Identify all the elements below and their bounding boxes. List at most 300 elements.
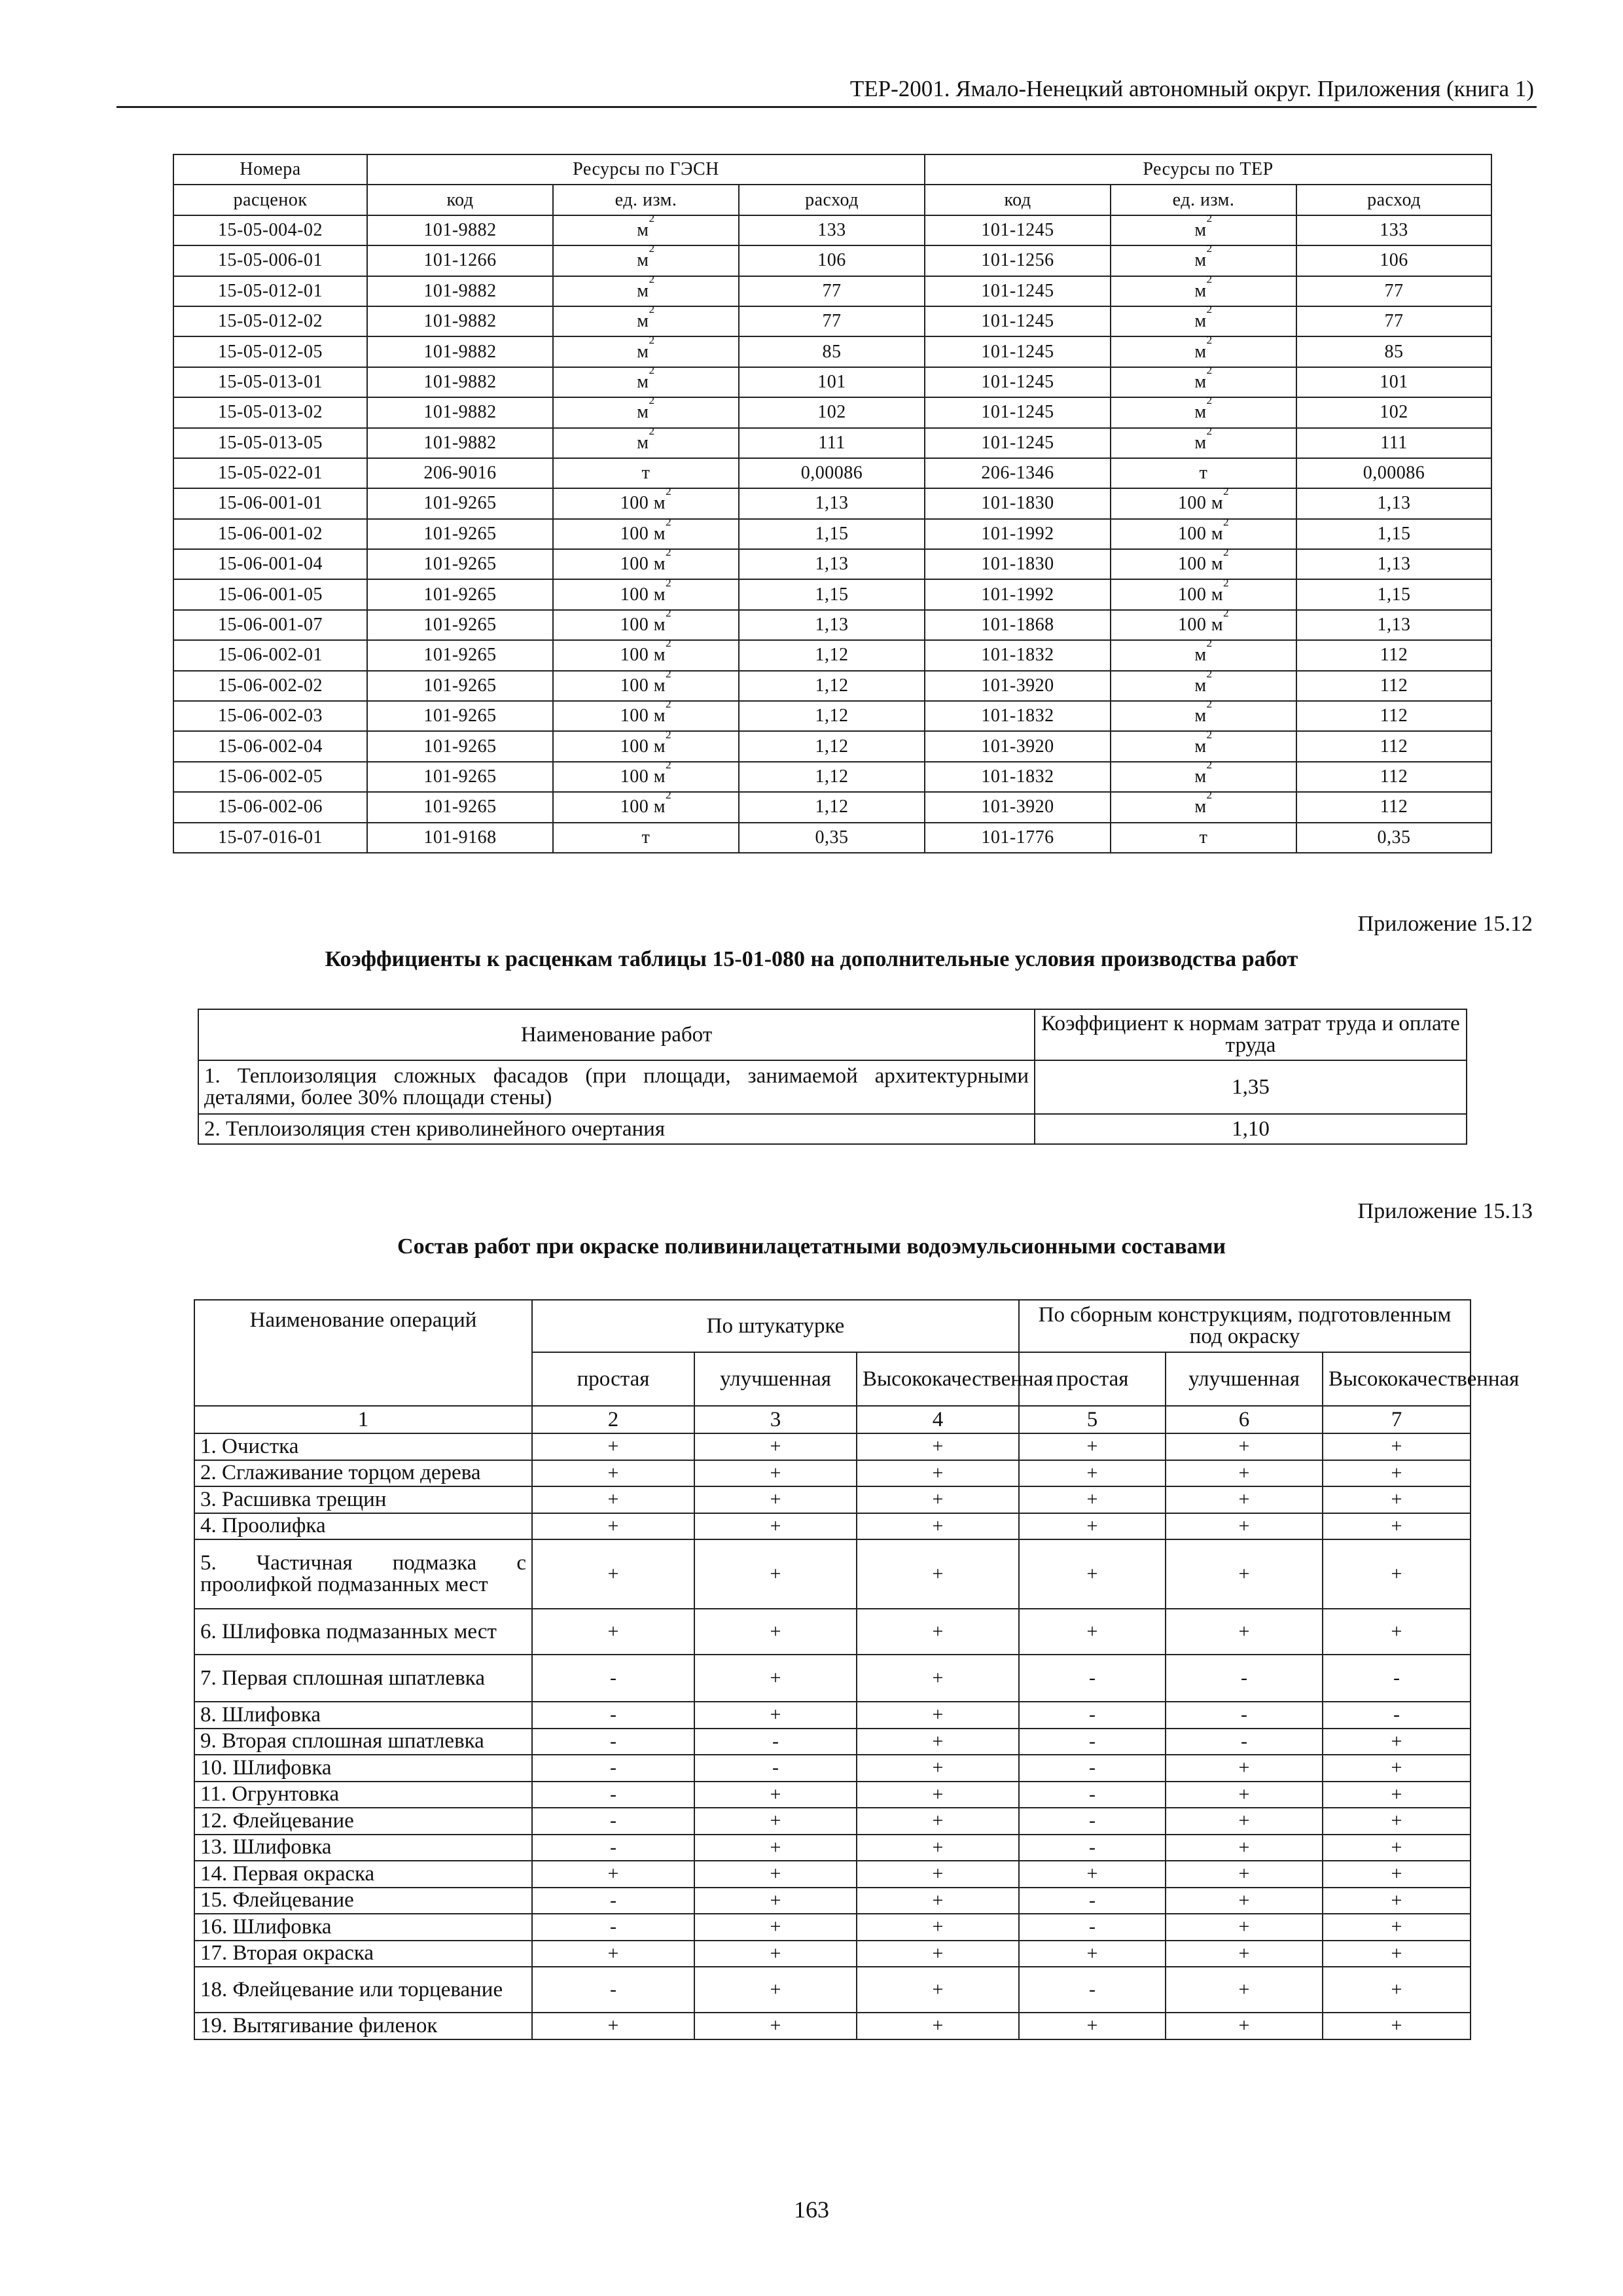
gesn-unit-cell (553, 667, 739, 701)
ter-qty-cell: 112 (1296, 762, 1491, 792)
table-row (173, 215, 1491, 245)
operation-mark-cell: + (1323, 1888, 1471, 1914)
unit-text: м (1194, 797, 1207, 817)
header-cell-operations: Наименование операций (194, 1300, 532, 1406)
operation-mark-cell: + (1323, 1835, 1471, 1861)
gesn-qty-cell: 133 (739, 215, 925, 245)
header-cell-simple: простая (1019, 1352, 1166, 1406)
header-cell-qty: расход (1296, 185, 1491, 215)
operation-mark-cell: - (532, 1755, 694, 1782)
operation-mark-cell: + (1019, 2013, 1166, 2039)
gesn-code-cell: 101-9882 (367, 276, 553, 306)
gesn-unit-cell (553, 485, 739, 518)
operation-mark-cell: + (1166, 1888, 1323, 1914)
gesn-qty-cell: 1,12 (739, 671, 925, 701)
gesn-unit-cell (553, 576, 739, 609)
operation-mark-cell: + (1323, 1513, 1471, 1540)
ter-unit-cell (1111, 698, 1296, 731)
operation-mark-cell: - (1019, 1835, 1166, 1861)
operation-mark-cell: - (532, 1808, 694, 1835)
table-row (173, 245, 1491, 276)
operation-mark-cell: + (1166, 1941, 1323, 1967)
ter-code-cell: 101-1256 (925, 245, 1111, 276)
gesn-qty-cell: 1,13 (739, 549, 925, 579)
gesn-unit-cell (553, 242, 739, 276)
gesn-qty-cell: 1,13 (739, 610, 925, 640)
unit-text: м (1194, 432, 1207, 453)
table-row (173, 671, 1491, 701)
ter-qty-cell: 77 (1296, 276, 1491, 306)
rate-number-cell: 15-05-012-05 (173, 336, 367, 367)
operation-name-cell: 18. Флейцевание или торцевание (194, 1967, 532, 2013)
operation-mark-cell: + (1323, 1755, 1471, 1782)
operation-name-cell: 6. Шлифовка подмазанных мест (194, 1609, 532, 1655)
operation-mark-cell: + (1166, 1914, 1323, 1941)
operations-table-body (194, 1433, 1471, 2039)
header-cell-unit: ед. изм. (1111, 185, 1296, 215)
gesn-code-cell: 101-9265 (367, 610, 553, 640)
unit-text: м (637, 341, 649, 362)
unit-exponent: 2 (1223, 607, 1230, 620)
header-cell-qty: расход (739, 185, 925, 215)
ter-unit-cell (1111, 394, 1296, 427)
operation-mark-cell: + (857, 1729, 1019, 1755)
operation-mark-cell: + (1166, 1460, 1323, 1487)
ter-unit-cell (1111, 607, 1296, 640)
ter-code-cell: 101-3920 (925, 671, 1111, 701)
table-row (194, 1486, 1471, 1513)
operation-mark-cell: + (857, 1655, 1019, 1702)
unit-text: м (1194, 645, 1207, 666)
operation-mark-cell: + (1019, 1539, 1166, 1609)
operation-mark-cell: + (1019, 1486, 1166, 1513)
operation-name-cell: 15. Флейцевание (194, 1888, 532, 1914)
operation-mark-cell: + (694, 1486, 857, 1513)
gesn-qty-cell: 106 (739, 245, 925, 276)
unit-exponent: 2 (666, 546, 672, 559)
table-row (194, 1835, 1471, 1861)
ter-code-cell: 101-1868 (925, 610, 1111, 640)
ter-unit-cell (1111, 424, 1296, 458)
ter-qty-cell: 1,13 (1296, 610, 1491, 640)
unit-text: т (1199, 463, 1208, 484)
unit-text: м (637, 432, 649, 453)
table-row (194, 1967, 1471, 2013)
operation-mark-cell: + (694, 1702, 857, 1729)
header-cell-improved: улучшенная (694, 1352, 857, 1406)
operation-mark-cell: + (694, 2013, 857, 2039)
header-cell-unit: ед. изм. (553, 185, 739, 215)
operation-mark-cell: - (532, 1655, 694, 1702)
ter-unit-cell (1111, 515, 1296, 549)
ter-unit-cell (1111, 728, 1296, 761)
gesn-code-cell: 101-9882 (367, 215, 553, 245)
rate-number-cell: 15-06-002-03 (173, 701, 367, 731)
operation-mark-cell: + (1323, 1460, 1471, 1487)
unit-exponent: 2 (666, 515, 672, 528)
operation-mark-cell: + (857, 1861, 1019, 1888)
unit-text: 100 м (620, 766, 666, 787)
ter-unit-cell (1111, 272, 1296, 306)
ter-qty-cell: 85 (1296, 336, 1491, 367)
operation-mark-cell: + (1019, 1861, 1166, 1888)
header-cell-improved: улучшенная (1166, 1352, 1323, 1406)
running-header-text: ТЕР-2001. Ямало-Ненецкий автономный округ. Приложения (книга 1) (849, 76, 1534, 101)
operation-mark-cell: + (532, 2013, 694, 2039)
unit-text: 100 м (620, 797, 666, 817)
ter-code-cell: 101-1245 (925, 276, 1111, 306)
unit-exponent: 2 (649, 211, 655, 224)
gesn-code-cell: 206-9016 (367, 458, 553, 488)
operation-name-cell: 16. Шлифовка (194, 1914, 532, 1941)
gesn-unit-cell (553, 458, 739, 488)
operation-mark-cell: - (1166, 1729, 1323, 1755)
operation-mark-cell: - (1323, 1655, 1471, 1702)
gesn-unit-cell (553, 333, 739, 367)
operation-mark-cell: + (1166, 1808, 1323, 1835)
unit-text: 100 м (620, 493, 666, 514)
unit-exponent: 2 (666, 576, 672, 589)
operation-mark-cell: + (857, 1835, 1019, 1861)
unit-exponent: 2 (1206, 303, 1213, 316)
ter-qty-cell: 133 (1296, 215, 1491, 245)
rate-number-cell: 15-06-002-05 (173, 762, 367, 792)
unit-exponent: 2 (649, 303, 655, 316)
header-cell-high-quality: Высококачественная (1323, 1352, 1471, 1406)
gesn-qty-cell: 1,13 (739, 488, 925, 518)
unit-text: м (1194, 371, 1207, 392)
rate-number-cell: 15-05-013-02 (173, 397, 367, 427)
ter-code-cell: 101-1832 (925, 762, 1111, 792)
operation-mark-cell: - (694, 1729, 857, 1755)
table-row (194, 1941, 1471, 1967)
gesn-code-cell: 101-9882 (367, 336, 553, 367)
operation-mark-cell: + (857, 1808, 1019, 1835)
ter-unit-cell (1111, 211, 1296, 245)
operation-name-cell: 3. Расшивка трещин (194, 1486, 532, 1513)
rate-number-cell: 15-06-001-05 (173, 579, 367, 609)
operation-mark-cell: + (1166, 1782, 1323, 1808)
operation-mark-cell: + (857, 1486, 1019, 1513)
operation-mark-cell: + (532, 1486, 694, 1513)
gesn-qty-cell: 0,35 (739, 823, 925, 853)
operation-mark-cell: + (1323, 1539, 1471, 1609)
unit-text: м (1194, 341, 1207, 362)
unit-exponent: 2 (1206, 394, 1213, 407)
ter-qty-cell: 112 (1296, 671, 1491, 701)
unit-text: м (637, 402, 649, 423)
header-cell-simple: простая (532, 1352, 694, 1406)
operation-mark-cell: + (1166, 1513, 1323, 1540)
operation-mark-cell: + (1323, 1941, 1471, 1967)
unit-exponent: 2 (1206, 698, 1213, 711)
unit-text: 100 м (1177, 584, 1224, 605)
operation-mark-cell: - (532, 1702, 694, 1729)
operation-mark-cell: + (532, 1433, 694, 1460)
unit-text: т (1199, 827, 1208, 848)
operation-mark-cell: - (1019, 1888, 1166, 1914)
operation-name-cell: 19. Вытягивание филенок (194, 2013, 532, 2039)
operation-mark-cell: - (1019, 1729, 1166, 1755)
unit-text: т (641, 463, 651, 484)
gesn-unit-cell (553, 394, 739, 427)
gesn-code-cell: 101-9265 (367, 640, 553, 670)
table-row (173, 579, 1491, 609)
operation-mark-cell: + (857, 1888, 1019, 1914)
rate-number-cell: 15-05-013-05 (173, 428, 367, 458)
header-cell-number: Номера (173, 154, 367, 185)
rate-number-cell: 15-05-013-01 (173, 367, 367, 397)
gesn-qty-cell: 1,12 (739, 731, 925, 761)
operation-mark-cell: - (1019, 1782, 1166, 1808)
operation-mark-cell: + (1323, 1808, 1471, 1835)
operation-mark-cell: + (1166, 1835, 1323, 1861)
operation-name-cell: 4. Проолифка (194, 1513, 532, 1540)
operation-mark-cell: + (1019, 1609, 1166, 1655)
ter-qty-cell: 111 (1296, 428, 1491, 458)
ter-qty-cell: 106 (1296, 245, 1491, 276)
operation-mark-cell: + (857, 1755, 1019, 1782)
operation-mark-cell: - (532, 1835, 694, 1861)
ter-code-cell: 101-1830 (925, 488, 1111, 518)
operation-name-cell: 11. Огрунтовка (194, 1782, 532, 1808)
operation-mark-cell: + (694, 1513, 857, 1540)
operation-mark-cell: + (857, 1702, 1019, 1729)
ter-code-cell: 101-1992 (925, 519, 1111, 549)
unit-text: 100 м (620, 645, 666, 666)
operation-mark-cell: - (1019, 1914, 1166, 1941)
unit-exponent: 2 (666, 667, 672, 680)
unit-exponent: 2 (1206, 211, 1213, 224)
unit-text: 100 м (620, 706, 666, 726)
ter-unit-cell (1111, 667, 1296, 701)
table-row (173, 792, 1491, 822)
unit-exponent: 2 (1223, 485, 1230, 498)
unit-text: 100 м (1177, 523, 1224, 544)
operation-mark-cell: + (1323, 1861, 1471, 1888)
table-row (173, 640, 1491, 670)
ter-code-cell: 101-3920 (925, 731, 1111, 761)
unit-text: м (637, 250, 649, 271)
table-row (173, 336, 1491, 367)
operation-name-cell: 1. Очистка (194, 1433, 532, 1460)
rate-number-cell: 15-06-002-01 (173, 640, 367, 670)
gesn-unit-cell (553, 424, 739, 458)
ter-qty-cell: 1,15 (1296, 579, 1491, 609)
unit-text: 100 м (620, 736, 666, 757)
unit-exponent: 2 (1206, 272, 1213, 285)
operation-mark-cell: + (1166, 1755, 1323, 1782)
unit-exponent: 2 (1206, 637, 1213, 650)
table-row (173, 276, 1491, 306)
ter-qty-cell: 0,00086 (1296, 458, 1491, 488)
coefficients-table (198, 1009, 1467, 1145)
unit-text: 100 м (620, 554, 666, 575)
gesn-qty-cell: 101 (739, 367, 925, 397)
gesn-unit-cell (553, 211, 739, 245)
table-row (173, 458, 1491, 488)
ter-unit-cell (1111, 637, 1296, 670)
operation-mark-cell: + (1323, 2013, 1471, 2039)
gesn-qty-cell: 1,12 (739, 762, 925, 792)
gesn-qty-cell: 0,00086 (739, 458, 925, 488)
ter-code-cell: 101-1245 (925, 306, 1111, 336)
unit-exponent: 2 (649, 242, 655, 255)
operation-mark-cell: - (1019, 1967, 1166, 2013)
unit-exponent: 2 (1206, 333, 1213, 346)
operation-mark-cell: - (532, 1967, 694, 2013)
operation-mark-cell: + (1166, 1861, 1323, 1888)
operation-mark-cell: + (1166, 1433, 1323, 1460)
rate-number-cell: 15-07-016-01 (173, 823, 367, 853)
unit-text: м (1194, 736, 1207, 757)
gesn-code-cell: 101-1266 (367, 245, 553, 276)
operation-mark-cell: + (532, 1513, 694, 1540)
operation-mark-cell: + (1323, 1609, 1471, 1655)
table-row (194, 2013, 1471, 2039)
unit-text: м (637, 311, 649, 332)
table-row (173, 367, 1491, 397)
unit-exponent: 2 (649, 424, 655, 437)
ter-unit-cell (1111, 759, 1296, 792)
operation-mark-cell: + (857, 2013, 1019, 2039)
gesn-qty-cell: 1,12 (739, 640, 925, 670)
operation-name-cell: 2. Сглаживание торцом дерева (194, 1460, 532, 1487)
header-cell-work-name: Наименование работ (198, 1009, 1035, 1060)
ter-code-cell: 101-1992 (925, 579, 1111, 609)
gesn-qty-cell: 1,12 (739, 701, 925, 731)
operation-mark-cell: + (1166, 1539, 1323, 1609)
page-number: 163 (794, 2197, 829, 2223)
ter-unit-cell (1111, 333, 1296, 367)
unit-text: 100 м (620, 615, 666, 636)
unit-text: 100 м (620, 675, 666, 696)
operation-mark-cell: + (694, 1941, 857, 1967)
ter-code-cell: 101-3920 (925, 792, 1111, 822)
operation-mark-cell: + (857, 1914, 1019, 1941)
appendix-label: Приложение 15.12 (1357, 912, 1533, 936)
operation-mark-cell: + (694, 1782, 857, 1808)
operation-mark-cell: + (694, 1433, 857, 1460)
operation-mark-cell: + (1019, 1433, 1166, 1460)
operation-mark-cell: + (857, 1513, 1019, 1540)
operations-table (194, 1299, 1520, 2040)
operation-mark-cell: + (857, 1460, 1019, 1487)
resources-table (173, 154, 1492, 853)
operation-mark-cell: + (694, 1967, 857, 2013)
unit-exponent: 2 (1223, 576, 1230, 589)
header-cell-high-quality: Высококачественная (857, 1352, 1019, 1406)
operation-mark-cell: + (532, 1609, 694, 1655)
table-row (194, 1808, 1471, 1835)
operation-mark-cell: + (1323, 1914, 1471, 1941)
unit-text: м (1194, 219, 1207, 240)
gesn-qty-cell: 1,12 (739, 792, 925, 822)
unit-exponent: 2 (1206, 759, 1213, 771)
ter-qty-cell: 0,35 (1296, 823, 1491, 853)
rate-number-cell: 15-06-001-07 (173, 610, 367, 640)
table-row (194, 1729, 1471, 1755)
gesn-unit-cell (553, 363, 739, 397)
work-name-cell: 1. Теплоизоляция сложных фасадов (при площади, занимаемой архитектурными деталями, более 30% площади стены) (198, 1060, 1035, 1114)
unit-text: м (1194, 706, 1207, 726)
operation-mark-cell: + (1323, 1433, 1471, 1460)
ter-qty-cell: 102 (1296, 397, 1491, 427)
operation-mark-cell: + (1166, 1486, 1323, 1513)
unit-text: м (1194, 280, 1207, 301)
ter-code-cell: 101-1832 (925, 640, 1111, 670)
unit-exponent: 2 (666, 789, 672, 802)
operation-mark-cell: - (532, 1914, 694, 1941)
gesn-code-cell: 101-9265 (367, 488, 553, 518)
operation-name-cell: 12. Флейцевание (194, 1808, 532, 1835)
work-name-cell: 2. Теплоизоляция стен криволинейного очертания (198, 1114, 1035, 1144)
gesn-unit-cell (553, 272, 739, 306)
table-row (173, 397, 1491, 427)
column-number-cell: 6 (1166, 1406, 1323, 1433)
operation-mark-cell: - (1166, 1702, 1323, 1729)
table-row (194, 1433, 1471, 1460)
table-row (194, 1782, 1471, 1808)
operation-name-cell: 5. Частичная подмазка с проолифкой подмазанных мест (194, 1539, 532, 1609)
gesn-unit-cell (553, 759, 739, 792)
unit-text: м (637, 280, 649, 301)
rate-number-cell: 15-06-002-06 (173, 792, 367, 822)
gesn-qty-cell: 85 (739, 336, 925, 367)
unit-exponent: 2 (1206, 424, 1213, 437)
table-row (194, 1914, 1471, 1941)
unit-text: м (637, 371, 649, 392)
unit-text: м (1194, 675, 1207, 696)
gesn-code-cell: 101-9882 (367, 397, 553, 427)
column-number-cell: 2 (532, 1406, 694, 1433)
gesn-unit-cell (553, 515, 739, 549)
unit-exponent: 2 (666, 485, 672, 498)
column-number-cell: 4 (857, 1406, 1019, 1433)
ter-unit-cell (1111, 363, 1296, 397)
ter-code-cell: 101-1776 (925, 823, 1111, 853)
table-row (173, 428, 1491, 458)
table-row (194, 1888, 1471, 1914)
operation-mark-cell: - (532, 1888, 694, 1914)
ter-qty-cell: 101 (1296, 367, 1491, 397)
section-title: Состав работ при окраске поливинилацетатными водоэмульсионными составами (397, 1234, 1226, 1259)
rate-number-cell: 15-06-001-02 (173, 519, 367, 549)
gesn-unit-cell (553, 607, 739, 640)
operation-name-cell: 10. Шлифовка (194, 1755, 532, 1782)
table-row (194, 1755, 1471, 1782)
table-row (173, 610, 1491, 640)
gesn-code-cell: 101-9265 (367, 762, 553, 792)
unit-text: 100 м (620, 523, 666, 544)
table-row (173, 549, 1491, 579)
table-row (173, 306, 1491, 336)
unit-exponent: 2 (1206, 242, 1213, 255)
table-row (173, 488, 1491, 518)
operation-mark-cell: + (1166, 1967, 1323, 2013)
unit-exponent: 2 (649, 363, 655, 376)
gesn-code-cell: 101-9265 (367, 792, 553, 822)
operation-mark-cell: + (1166, 2013, 1323, 2039)
ter-unit-cell (1111, 485, 1296, 518)
operation-mark-cell: + (1323, 1729, 1471, 1755)
unit-exponent: 2 (666, 728, 672, 741)
gesn-code-cell: 101-9882 (367, 428, 553, 458)
table-row (194, 1702, 1471, 1729)
running-header (116, 72, 1537, 108)
operation-mark-cell: + (857, 1609, 1019, 1655)
ter-qty-cell: 112 (1296, 640, 1491, 670)
